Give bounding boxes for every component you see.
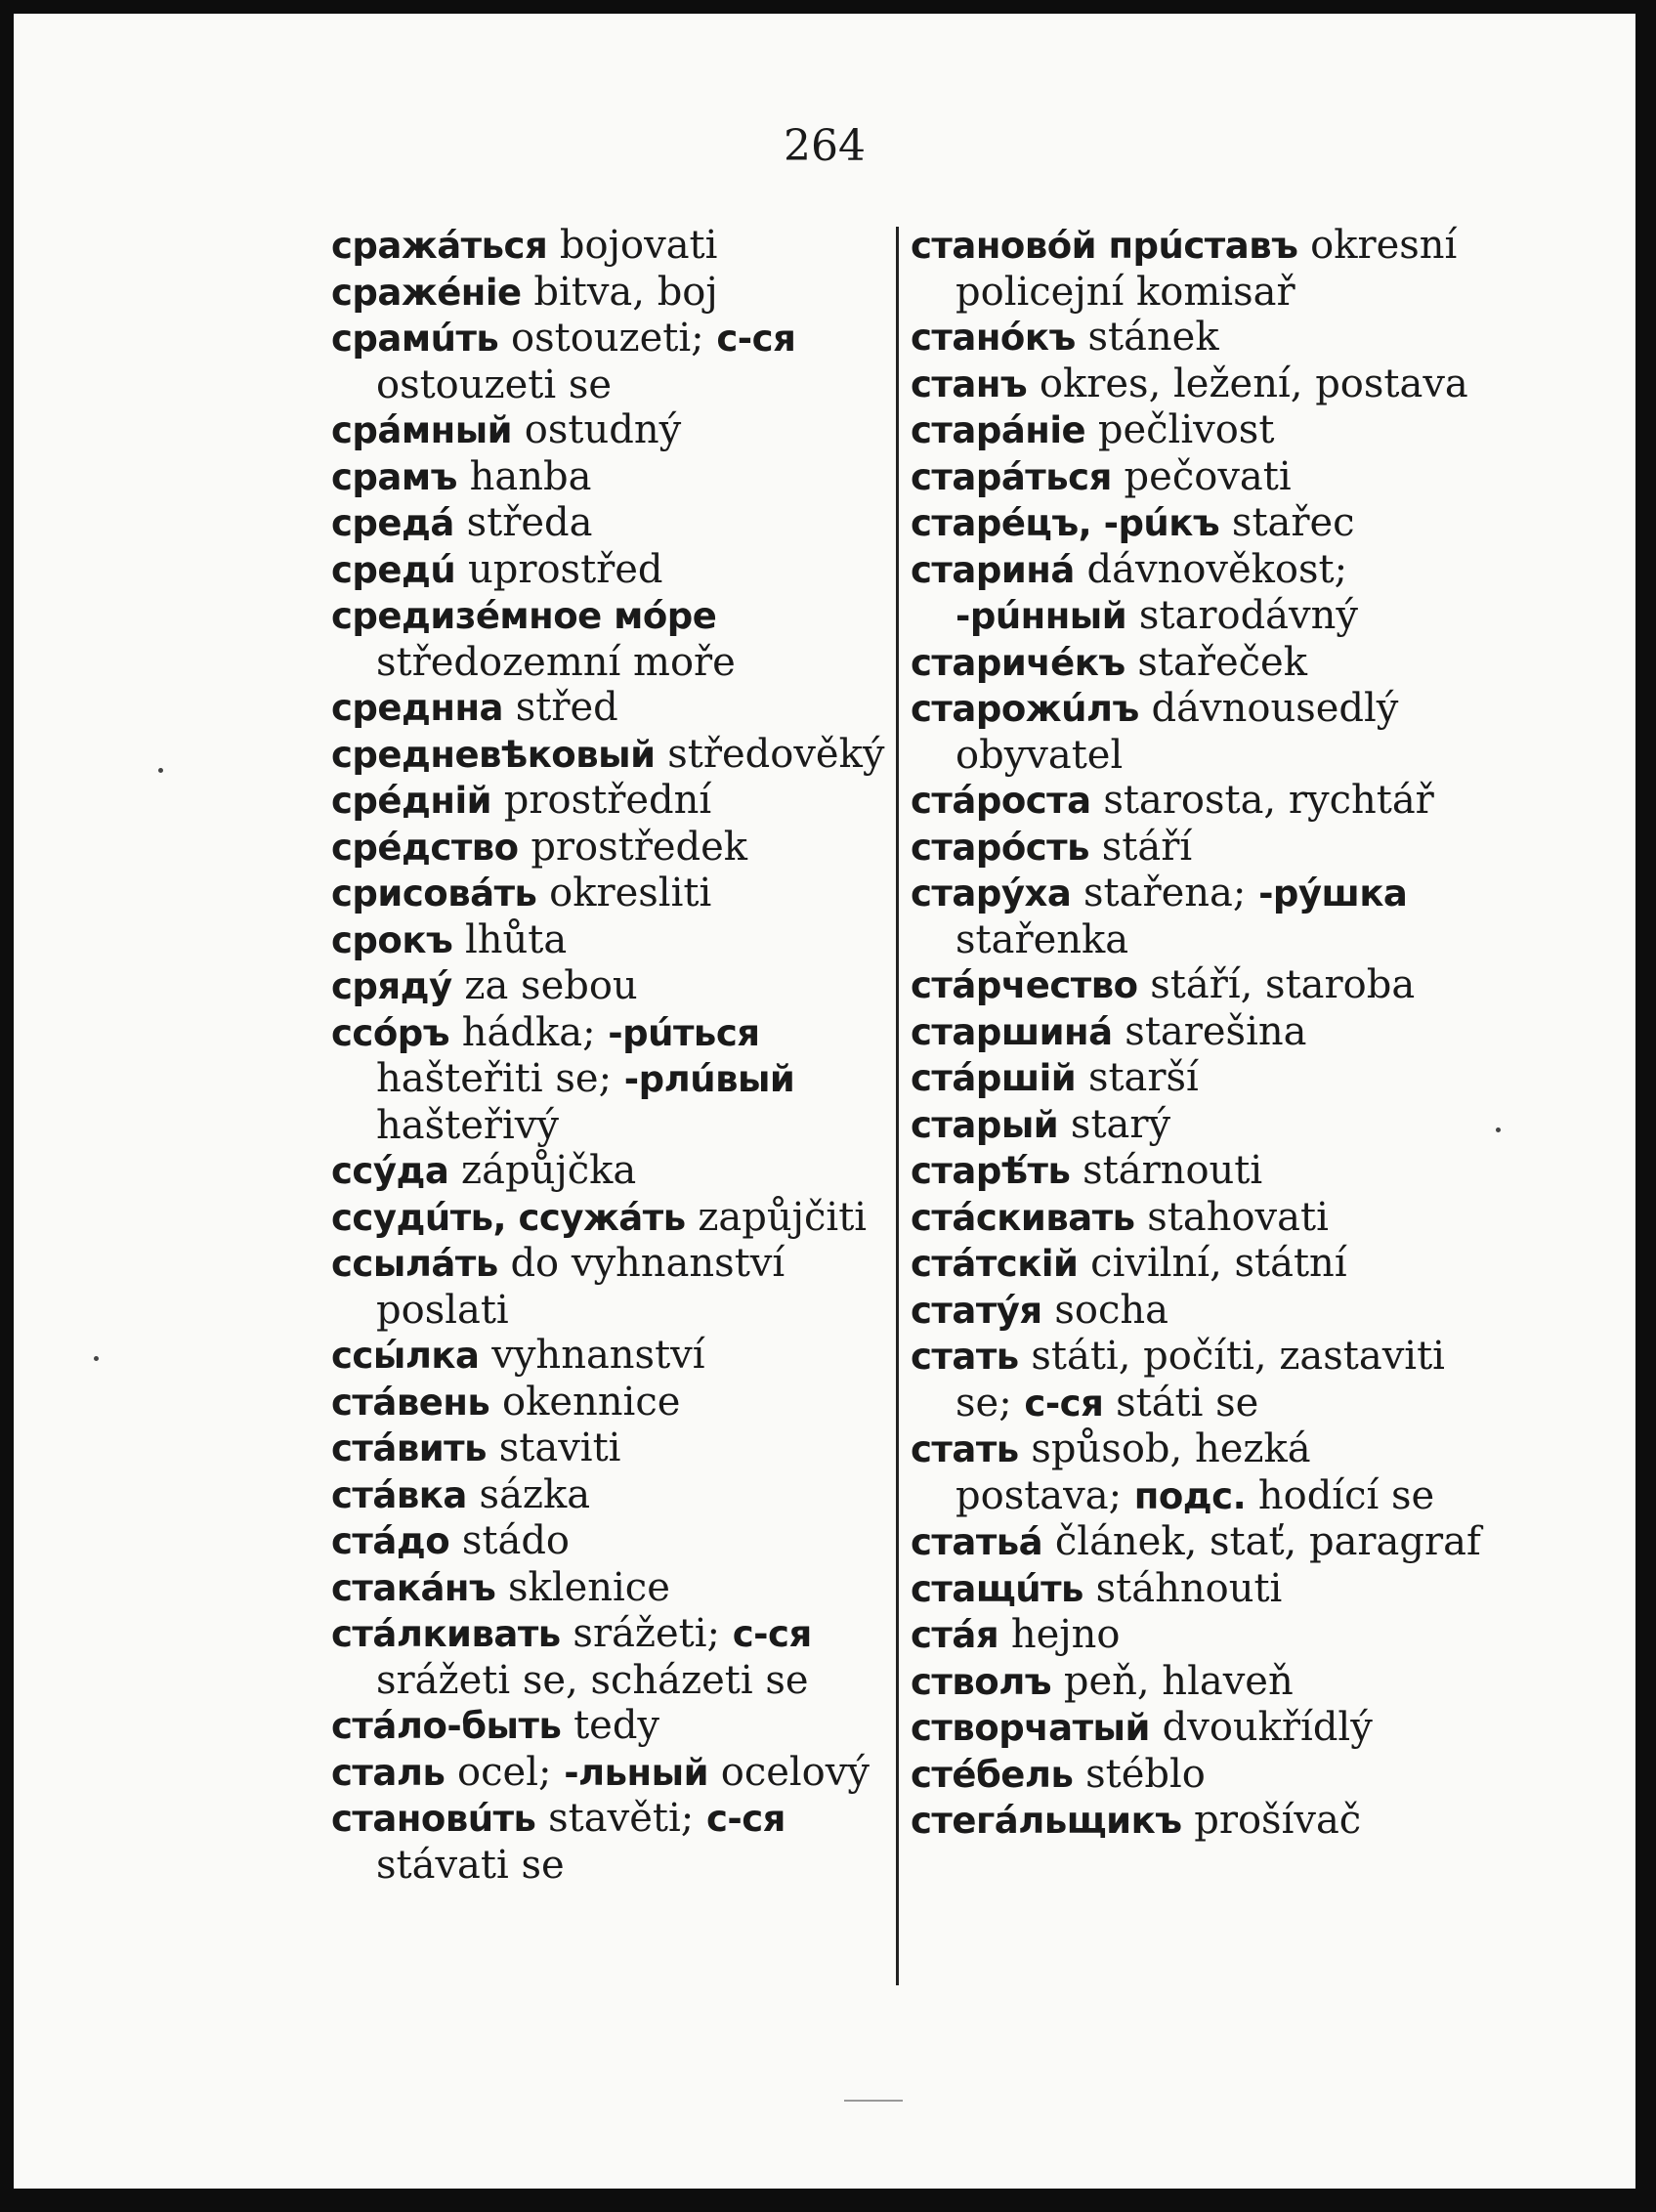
definition: spůsob, hezká postava; [955,1426,1311,1518]
dictionary-entry [331,1796,898,1888]
definition: ocelový [708,1749,870,1795]
dictionary-entry [331,1195,898,1242]
dictionary-page [14,14,1635,2189]
headword: становóй прúставъ [911,225,1298,267]
dictionary-entry [911,686,1482,778]
dictionary-entry [911,1009,1482,1056]
dictionary-entry [911,778,1482,825]
dictionary-entry [911,500,1482,547]
headword: ссýда [331,1150,449,1192]
definition: hádka; [449,1009,609,1055]
headword: средú [331,548,456,591]
headword: ссудúть, ссужáть [331,1196,686,1239]
dictionary-entry [911,362,1482,408]
headword: сталь [331,1751,446,1794]
definition: ostouzeti; [498,316,717,361]
dictionary-entry [331,593,898,685]
dictionary-entry [911,547,1482,640]
headword: станъ [911,362,1028,405]
definition: stáří, staroba [1137,962,1416,1007]
dictionary-entry [331,1425,898,1472]
column-divider [896,227,899,1985]
definition: střed [503,685,618,730]
definition: ostouzeti se [376,362,613,407]
dictionary-entry [911,1752,1482,1799]
definition: peň, hlaveň [1051,1658,1294,1704]
headword: статьá [911,1521,1043,1563]
definition: stařenka [955,916,1129,962]
headword: сражéнie [331,271,522,314]
definition: za sebou [451,963,638,1008]
definition: okennice [489,1379,681,1425]
dictionary-entry [331,1472,898,1519]
headword: старѣ́ть [911,1150,1071,1192]
headword: статýя [911,1289,1042,1332]
headword: старýха [911,872,1072,915]
definition: starý [1058,1101,1171,1147]
paper-speck [94,1356,99,1361]
dictionary-entry [911,962,1482,1009]
headword: становúть [331,1798,536,1840]
definition: okresliti [536,871,712,915]
definition: tedy [561,1703,660,1748]
dictionary-entry [911,871,1482,962]
headword: подс. [1133,1474,1247,1517]
definition: sázka [466,1471,591,1517]
headword: средизéмное мóре [331,595,717,637]
headword: с-ся [705,1798,786,1840]
dictionary-entry [911,1148,1482,1195]
definition: pečlivost [1085,407,1275,452]
definition: staviti [487,1425,621,1470]
definition: dávnověkost; [1074,546,1348,592]
dictionary-entry [331,316,898,407]
definition: stařec [1219,500,1355,545]
definition: hodící se [1246,1472,1435,1518]
definition: civilní, státní [1078,1241,1347,1286]
headword: старожúлъ [911,688,1139,730]
definition: zápůjčka [448,1148,637,1193]
definition: stáhnouti [1083,1565,1283,1611]
definition: stéblo [1073,1751,1206,1797]
dictionary-entry [331,407,898,454]
headword: стáскивать [911,1196,1135,1239]
definition: sklenice [495,1564,670,1610]
right-column [911,223,1482,1845]
definition: stařeček [1125,639,1307,685]
definition: státi, počíti, zastaviti se; [955,1334,1445,1425]
definition: prostřední [491,778,712,823]
headword: старинá [911,548,1075,591]
definition: stádo [449,1518,571,1563]
headword: стать [911,1336,1019,1378]
definition: hašteřiti se; [376,1056,624,1101]
dictionary-entry [331,1333,898,1380]
headword: -рúться [608,1011,760,1054]
dictionary-entry [911,640,1482,687]
headword: стáло-быть [331,1705,562,1747]
definition: stárnouti [1070,1148,1263,1193]
headword: ссылáть [331,1243,498,1285]
headword: старшинá [911,1010,1113,1053]
dictionary-entry [911,1102,1482,1149]
dictionary-entry [331,1010,898,1149]
headword: станóкъ [911,317,1076,359]
dictionary-entry [331,685,898,732]
dictionary-entry [911,454,1482,501]
headword: срамъ [331,455,457,498]
dictionary-entry [331,1241,898,1333]
definition: starešina [1112,1008,1307,1054]
dictionary-entry [331,732,898,779]
headword: старичéкъ [911,641,1125,684]
headword: стащúть [911,1567,1083,1610]
definition: středozemní moře [376,639,736,685]
headword: -рýшка [1258,872,1408,915]
definition: zapůjčiti [685,1194,868,1240]
headword: старéцъ, -рúкъ [911,502,1220,544]
dictionary-entry [331,825,898,872]
definition: dávnousedlý obyvatel [955,686,1399,778]
dictionary-entry [911,407,1482,454]
dictionary-entry [911,223,1482,315]
headword: стáвить [331,1427,488,1469]
definition: srážeti se, scházeti se [376,1657,809,1703]
dictionary-entry [911,1798,1482,1845]
paper-speck [1496,1127,1501,1132]
dictionary-entry [911,1288,1482,1335]
headword: с-ся [732,1613,812,1655]
definition: uprostřed [455,546,663,592]
definition: srážeti; [560,1611,733,1656]
dictionary-entry [331,1380,898,1426]
headword: створчатый [911,1707,1150,1749]
dictionary-entry [911,825,1482,872]
dictionary-entry [331,547,898,594]
definition: stáří [1089,824,1193,870]
headword: стáдо [331,1520,450,1562]
headword: стáрчество [911,964,1138,1006]
definition: středa [453,500,593,545]
definition: bitva, boj [521,269,718,315]
bottom-mark [844,2100,903,2102]
definition: stavěti; [535,1796,706,1841]
definition: hašteřivý [376,1102,559,1148]
definition: starší [1076,1055,1199,1100]
definition: hanba [456,453,592,499]
dictionary-entry [331,1750,898,1797]
dictionary-entry [331,1565,898,1612]
definition: článek, stať, paragraf [1042,1519,1481,1564]
dictionary-entry [911,1241,1482,1288]
paper-speck [158,768,163,773]
headword: -рлúвый [623,1058,795,1100]
definition: stávati se [376,1842,565,1888]
dictionary-entry [911,1426,1482,1519]
headword: старáнie [911,409,1086,451]
dictionary-entry [331,1611,898,1703]
dictionary-entry [911,1566,1482,1613]
headword: средневѣковый [331,733,656,776]
definition: stahovati [1134,1194,1329,1240]
headword: стáвка [331,1473,467,1516]
headword: срамúть [331,318,499,360]
definition: středověký [655,731,885,777]
headword: срéдство [331,826,519,869]
headword: срокъ [331,918,453,961]
dictionary-entry [911,1612,1482,1659]
headword: стать [911,1428,1019,1470]
dictionary-entry [331,1518,898,1565]
definition: starodávný [1126,593,1358,638]
definition: lhůta [452,916,568,962]
definition: starosta, rychtář [1090,778,1434,823]
dictionary-entry [331,454,898,501]
headword: стéбель [911,1753,1074,1796]
definition: hejno [998,1612,1121,1657]
headword: старóсть [911,826,1090,869]
dictionary-entry [331,871,898,917]
dictionary-entry [331,500,898,547]
definition: okresní policejní komisař [955,223,1458,315]
dictionary-entry [911,1705,1482,1752]
headword: срядý [331,965,452,1007]
headword: старáться [911,455,1112,498]
definition: okres, ležení, postava [1027,361,1468,406]
headword: с-ся [1024,1382,1104,1425]
headword: срáмный [331,409,513,451]
dictionary-entry [331,917,898,964]
headword: старый [911,1103,1059,1146]
dictionary-entry [911,1334,1482,1426]
headword: стáлкивать [331,1613,561,1655]
dictionary-entry [911,1659,1482,1706]
headword: стакáнъ [331,1566,496,1609]
headword: -рúнный [955,595,1127,637]
page-number: 264 [784,121,866,171]
dictionary-entry [331,963,898,1010]
headword: стегáльщикъ [911,1800,1182,1842]
definition: dvoukřídlý [1149,1705,1373,1750]
definition: vyhnanství [479,1333,705,1378]
dictionary-entry [911,315,1482,362]
dictionary-entry [911,1055,1482,1102]
headword: среднна [331,687,503,729]
dictionary-entry [911,1519,1482,1566]
dictionary-entry [331,270,898,317]
definition: do vyhnanství poslati [376,1241,786,1333]
dictionary-entry [331,223,898,270]
definition: ostudný [512,407,682,452]
definition: bojovati [547,223,718,268]
definition: socha [1041,1287,1169,1333]
headword: стáтскiй [911,1243,1079,1285]
headword: срисовáть [331,872,537,915]
headword: средá [331,502,454,544]
headword: с-ся [716,318,796,360]
definition: pečovati [1111,453,1292,499]
definition: ocel; [445,1749,565,1795]
headword: ссóръ [331,1011,450,1054]
headword: ссы́лка [331,1335,480,1377]
headword: стáршiй [911,1057,1077,1099]
dictionary-entry [331,1148,898,1195]
headword: стáя [911,1614,999,1656]
definition: stánek [1075,315,1219,360]
headword: -льный [564,1751,709,1794]
dictionary-entry [331,778,898,825]
definition: prošívač [1181,1798,1362,1843]
dictionary-entry [911,1195,1482,1242]
definition: prostředek [518,824,748,870]
headword: срéднiй [331,780,492,822]
definition: státi se [1103,1380,1259,1425]
headword: стволъ [911,1660,1052,1703]
headword: стáроста [911,780,1091,822]
headword: стáвень [331,1381,490,1424]
dictionary-entry [331,1703,898,1750]
definition: stařena; [1071,871,1259,915]
headword: сражáться [331,225,548,267]
left-column [331,223,898,1888]
